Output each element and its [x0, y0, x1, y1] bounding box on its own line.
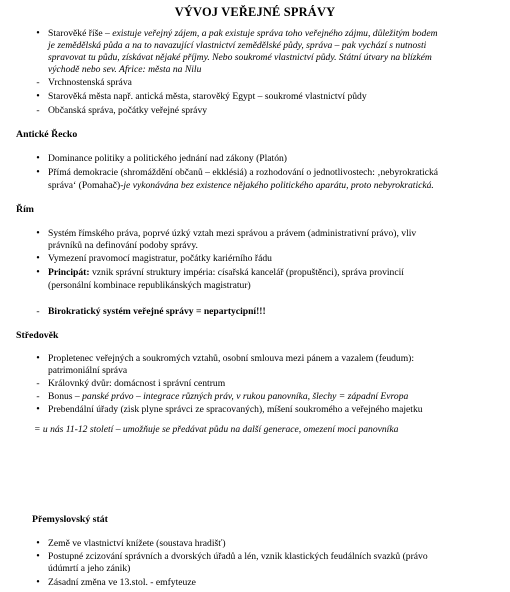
section-heading-rome: Řím: [16, 204, 34, 215]
bullet: [33, 167, 43, 179]
rome-bullet-3-line-2: (personální kombinace republikánských magistratur): [48, 280, 251, 291]
intro-dash-2: Občanská správa, počátky veřejné správy: [48, 105, 208, 116]
section-heading-greece: Antické Řecko: [16, 129, 78, 140]
bullet: [33, 153, 43, 165]
intro-dash-1: Vrchnostenská správa: [48, 77, 132, 88]
intro-bullet-1-line-4: východě nebo sev. Africe: města na Nilu: [48, 64, 202, 75]
dash: [33, 105, 43, 117]
page-title: VÝVOJ VEŘEJNÉ SPRÁVY: [174, 5, 336, 19]
bullet: [33, 267, 43, 279]
bullet: [33, 253, 43, 265]
premysl-bullet-3: Zásadní změna ve 13.stol. - emfyteuze: [48, 577, 196, 588]
middle-ages-bullet-1-line-2: patrimoniální správa: [48, 365, 128, 376]
bullet: [33, 228, 43, 240]
section-heading-premysl: Přemyslovský stát: [32, 514, 108, 525]
bullet: [33, 91, 43, 103]
bullet: [33, 577, 43, 589]
bullet: [33, 28, 43, 40]
dash: [33, 77, 43, 89]
rome-bullet-2: Vymezení pravomocí magistratur, počátky kariérního řádu: [48, 253, 272, 264]
dash: [33, 306, 43, 318]
middle-ages-dash-2: Bonus – panské právo – integrace různých práv, v rukou panovníka, šlechy = západní Evropa: [48, 391, 409, 402]
premysl-bullet-1: Země ve vlastnictví knížete (soustava hradišť): [48, 538, 226, 549]
premysl-bullet-2-line-2: údúmrtí a jeho zánik): [48, 563, 131, 574]
bullet: [33, 538, 43, 550]
intro-bullet-2: Starověká města např. antická města, starověký Egypt – soukromé vlastnictví půdy: [48, 91, 367, 102]
middle-ages-bullet-2: Prebendální úřady (zisk plyne správci ze spracovaných), míšení soukromého a veřejného majetku: [48, 404, 423, 415]
greece-bullet-2-line-2: správa‘ (Pomahač)-je vykonávána bez existence nějakého politického aparátu, proto nebyrokratická.: [48, 180, 434, 191]
intro-bullet-1-line-2: je zemědělská půda a na to navazující vlastnictví zemědělské půdy, správa – pak vychází s nutnosti: [48, 40, 427, 51]
premysl-bullet-2-line-1: Postupné zcizování správních a dvorských úřadů a lén, vznik klastických feudálních svazků (právo: [48, 551, 428, 562]
intro-bullet-1-line-3: spravovat tu půdu, získávat nějaké příjmy. Nebo soukromé vlastnictví půdy. Státní útvary na blízkém: [48, 52, 432, 63]
bullet: [33, 353, 43, 365]
greece-bullet-2-line-1: Přímá demokracie (shromáždění občanů – ekklésiá) a rozhodování o jednotlivostech: ‚nebyrokratická: [48, 167, 439, 178]
intro-bullet-1-line-1: Starověké říše – existuje veřejný zájem, a pak existuje správa toho veřejného zájmu, důležitým bodem: [48, 28, 438, 39]
middle-ages-dash-1: Královnký dvůr: domácnost i správní centrum: [48, 378, 226, 389]
middle-ages-bullet-1-line-1: Propletenec veřejných a soukromých vztahů, osobní smlouva mezi pánem a vazalem (feudum):: [48, 353, 415, 364]
bullet: [33, 404, 43, 416]
bullet: [33, 551, 43, 563]
dash: [33, 378, 43, 390]
rome-dash-1: Birokratický systém veřejné správy = nepartycipní!!!: [48, 306, 266, 317]
greece-bullet-1: Dominance politiky a politického jednání nad zákony (Platón): [48, 153, 287, 164]
section-heading-middle-ages: Středověk: [16, 330, 59, 341]
dash: [33, 391, 43, 403]
rome-bullet-1-line-1: Systém římského práva, poprvé úzký vztah mezi správou a právem (administrativní právo), vliv: [48, 228, 417, 239]
middle-ages-note: = u nás 11-12 století – umožňuje se předávat půdu na další generace, omezení moci panovníka: [34, 424, 399, 435]
rome-bullet-3-line-1: Principát: vznik správní struktury impéria: císařská kancelář (propuštěnci), správa provincií: [48, 267, 404, 278]
rome-bullet-1-line-2: právníků na definování podoby správy.: [48, 240, 198, 251]
